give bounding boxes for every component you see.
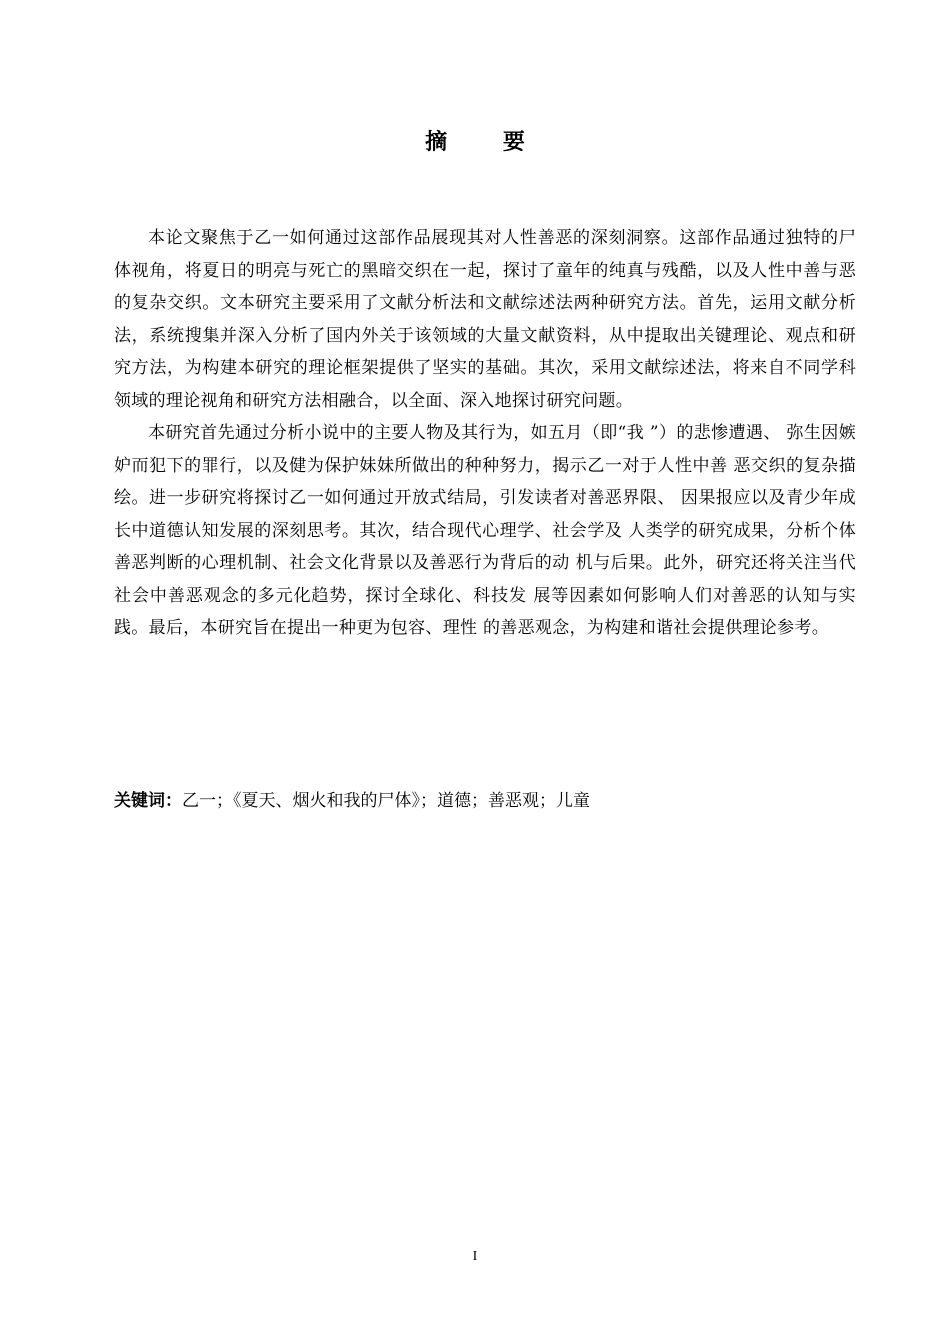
abstract-paragraph-2: 本研究首先通过分析小说中的主要人物及其行为，如五月（即“我 ”）的悲惨遭遇、 弥生因嫉妒而犯下的罪行，以及健为保护妹妹所做出的种种努力，揭示乙一对于人性中善 恶交织的复杂描绘。进一步研究将探讨乙一如何通过开放式结局，引发读者对善恶界限、 因果报应以及青少年成长中道德认知发展的深刻思考。其次，结合现代心理学、社会学及 人类学的研究成果，分析个体善恶判断的心理机制、社会文化背景以及善恶行为背后的动 机与后果。此外，研究还将关注当代社会中善恶观念的多元化趋势，探讨全球化、科技发 展等因素如何影响人们对善恶的认知与实践。最后，本研究旨在提出一种更为包容、理性 的善恶观念，为构建和谐社会提供理论参考。 bbox=[114, 423, 856, 638]
page-title: 摘 要 bbox=[425, 130, 549, 155]
abstract-body bbox=[114, 222, 856, 645]
keywords-text: 乙一；《夏天、烟火和我的尸体》；道德；善恶观；儿童 bbox=[182, 791, 590, 811]
page-number: I bbox=[472, 1249, 478, 1264]
keywords bbox=[114, 786, 856, 816]
keywords-label: 关键词： bbox=[114, 791, 182, 811]
abstract-paragraph-1: 本论文聚焦于乙一如何通过这部作品展现其对人性善恶的深刻洞察。这部作品通过独特的尸体视角，将夏日的明亮与死亡的黑暗交织在一起，探讨了童年的纯真与残酷，以及人性中善与恶的复杂交织。文本研究主要采用了文献分析法和文献综述法两种研究方法。首先，运用文献分析法，系统搜集并深入分析了国内外关于该领域的大量文献资料，从中提取出关键理论、观点和研究方法，为构建本研究的理论框架提供了坚实的基础。其次，采用文献综述法，将来自不同学科领域的理论视角和研究方法相融合，以全面、深入地探讨研究问题。 bbox=[114, 228, 856, 411]
